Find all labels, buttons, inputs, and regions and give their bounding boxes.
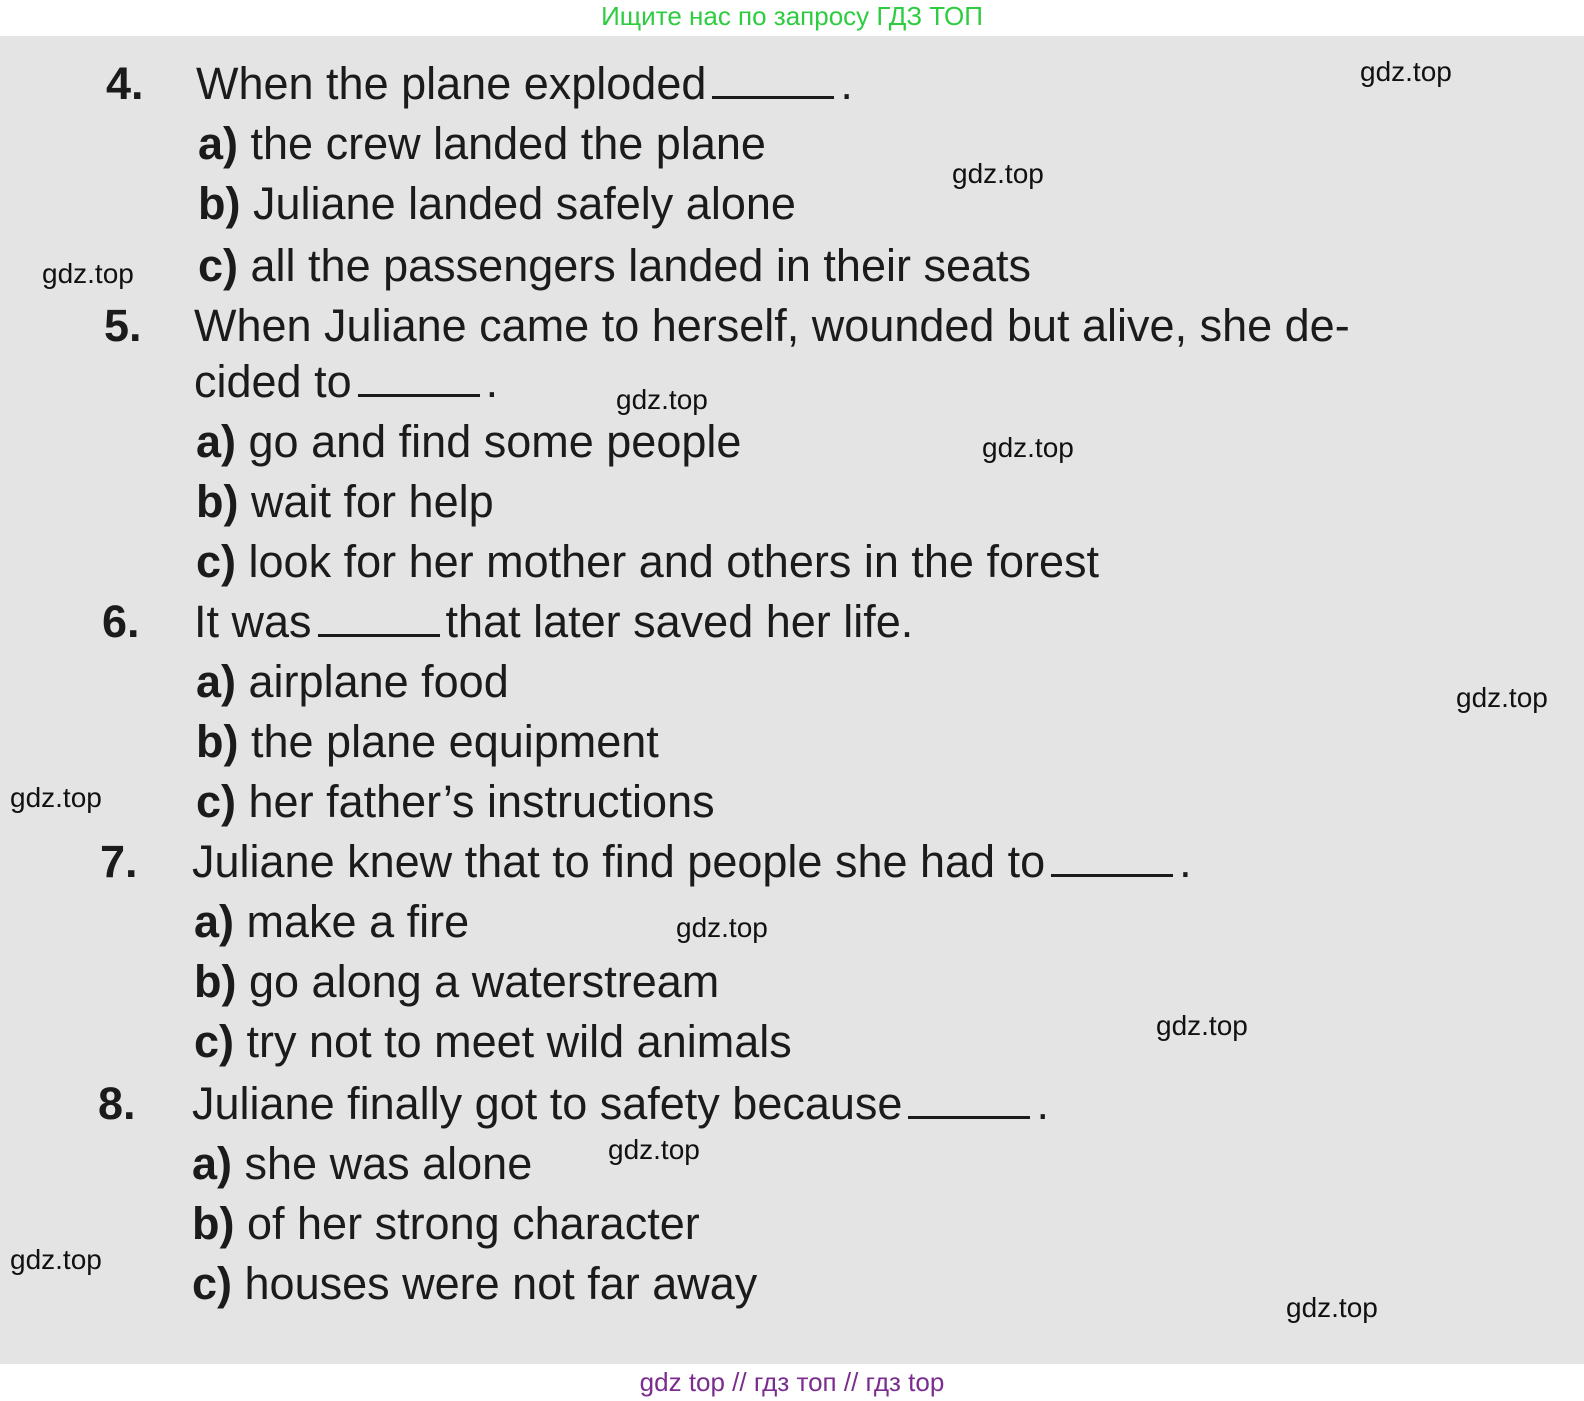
question-6 (102, 596, 140, 648)
answer-blank (318, 598, 440, 637)
stem-text: Juliane finally got to safety because (192, 1078, 903, 1129)
option-a (198, 118, 766, 170)
answer-blank (1051, 838, 1173, 877)
option-b (192, 1198, 700, 1250)
option-letter: c) (196, 536, 237, 587)
stem-text: cided to (194, 356, 352, 407)
option-text: airplane food (248, 656, 509, 707)
question-number: 8. (98, 1078, 136, 1129)
watermark: gdz.top (42, 258, 134, 289)
watermark: gdz.top (982, 432, 1074, 463)
option-letter: c) (196, 776, 237, 827)
option-b (198, 178, 796, 230)
option-text: of her strong character (247, 1198, 700, 1249)
question-stem (192, 836, 1192, 888)
stem-text-end: . (1036, 1078, 1049, 1129)
watermark: gdz.top (1156, 1010, 1248, 1041)
watermark: gdz.top (1360, 56, 1452, 87)
option-text: the plane equipment (251, 716, 659, 767)
option-letter: a) (194, 896, 235, 947)
watermark: gdz.top (608, 1134, 700, 1165)
stem-text-end: . (485, 356, 499, 407)
watermark: gdz.top (10, 1244, 102, 1275)
option-letter: b) (196, 476, 239, 527)
option-text: wait for help (251, 476, 494, 527)
option-c (198, 240, 1031, 292)
option-text: Juliane landed safely alone (253, 178, 796, 229)
question-stem (194, 596, 913, 648)
option-b (196, 716, 659, 768)
option-letter: c) (192, 1258, 233, 1309)
option-letter: b) (192, 1198, 235, 1249)
question-number: 6. (102, 596, 140, 647)
question-stem (192, 1078, 1049, 1130)
stem-text-end: . (1179, 836, 1192, 887)
watermark: gdz.top (952, 158, 1044, 189)
option-letter: a) (196, 416, 237, 467)
question-4 (106, 58, 144, 110)
question-7 (100, 836, 138, 888)
stem-text: Juliane knew that to find people she had to (192, 836, 1046, 887)
option-letter: b) (194, 956, 237, 1007)
top-banner[interactable]: Ищите нас по запросу ГДЗ ТОП (601, 1, 983, 31)
watermark: gdz.top (10, 782, 102, 813)
option-text: make a fire (246, 896, 470, 947)
option-a (194, 896, 469, 948)
option-a (192, 1138, 532, 1190)
question-stem (196, 58, 853, 110)
question-8 (98, 1078, 136, 1130)
option-a (196, 416, 741, 468)
question-5 (104, 300, 142, 352)
option-letter: a) (192, 1138, 233, 1189)
question-number: 7. (100, 836, 138, 887)
watermark: gdz.top (1286, 1292, 1378, 1323)
scanned-page (0, 36, 1584, 1364)
option-letter: c) (198, 240, 239, 291)
option-b (194, 956, 719, 1008)
option-letter: b) (196, 716, 239, 767)
answer-blank (712, 60, 834, 99)
option-c (196, 536, 1099, 588)
option-letter: a) (196, 656, 237, 707)
stem-text-end: that later saved her life. (445, 596, 914, 647)
watermark: gdz.top (1456, 682, 1548, 713)
option-c (192, 1258, 757, 1310)
option-text: look for her mother and others in the forest (248, 536, 1099, 587)
option-text: the crew landed the plane (250, 118, 766, 169)
option-b (196, 476, 494, 528)
option-text: go along a waterstream (249, 956, 720, 1007)
option-text: houses were not far away (244, 1258, 758, 1309)
option-text: her father’s instructions (248, 776, 715, 827)
bottom-banner[interactable]: gdz top // гдз топ // гдз top (639, 1367, 945, 1397)
answer-blank (908, 1080, 1030, 1119)
watermark: gdz.top (676, 912, 768, 943)
option-text: all the passengers landed in their seats (250, 240, 1032, 291)
stem-text-end: . (840, 58, 853, 109)
option-letter: c) (194, 1016, 235, 1067)
question-number: 5. (104, 300, 142, 351)
watermark: gdz.top (616, 384, 708, 415)
answer-blank (358, 358, 480, 397)
option-letter: a) (198, 118, 239, 169)
option-text: go and find some people (248, 416, 742, 467)
stem-text: When the plane exploded (196, 58, 707, 109)
option-c (196, 776, 715, 828)
option-text: try not to meet wild animals (246, 1016, 792, 1067)
option-text: she was alone (244, 1138, 533, 1189)
question-stem-line1: When Juliane came to herself, wounded but alive, she de- (194, 300, 1350, 351)
stem-text: It was (194, 596, 312, 647)
question-number: 4. (106, 58, 144, 109)
option-a (196, 656, 509, 708)
option-letter: b) (198, 178, 241, 229)
option-c (194, 1016, 792, 1068)
question-stem-line2 (194, 356, 498, 408)
